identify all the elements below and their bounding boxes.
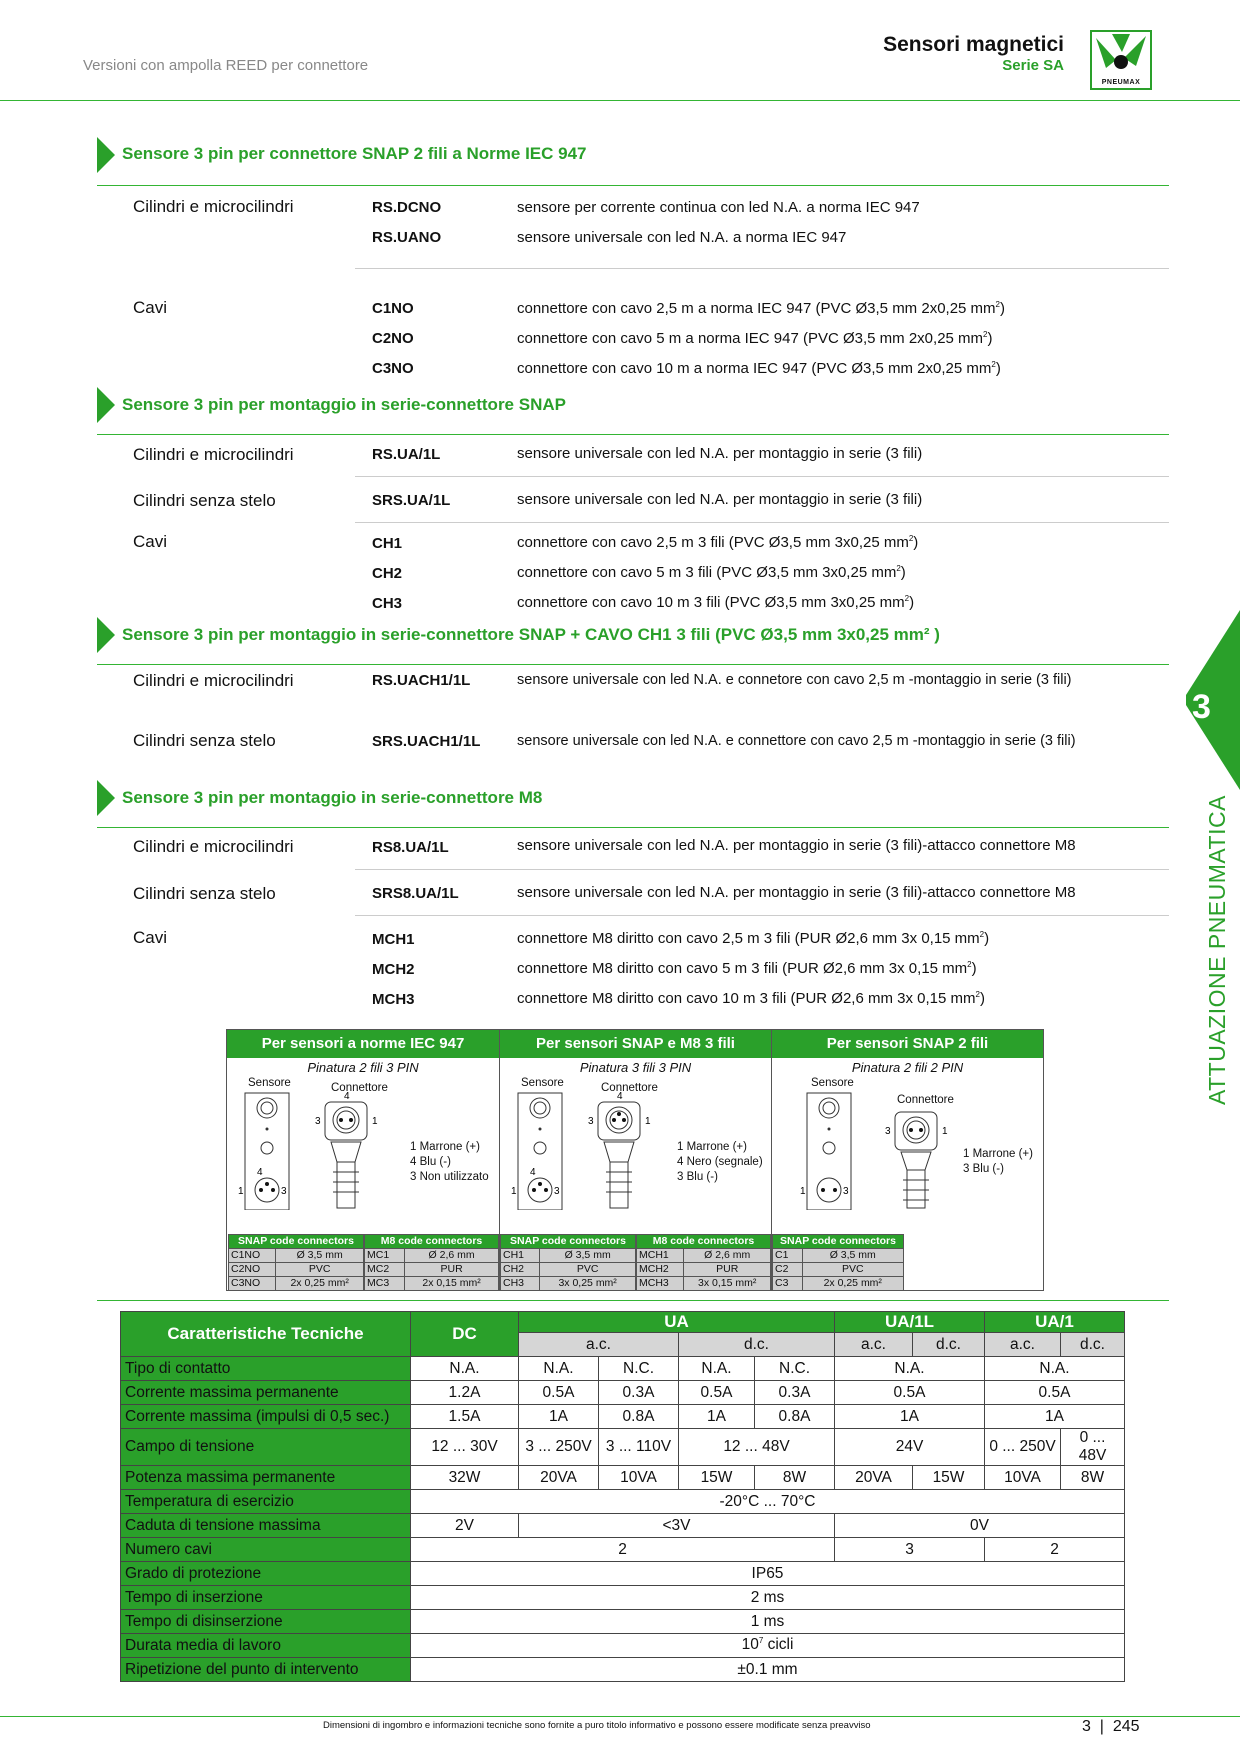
section-arrow-icon <box>97 387 115 423</box>
category-label: Cilindri e microcilindri <box>133 671 294 690</box>
category-label: Cavi <box>133 928 168 947</box>
product-desc: sensore universale con led N.A. per montaggio in serie (3 fili) <box>517 491 923 508</box>
product-desc: connettore M8 diritto con cavo 2,5 m 3 fili (PUR Ø2,6 mm 3x 0,15 $mm^2$) <box>517 930 990 947</box>
svg-text:4: 4 <box>530 1167 536 1178</box>
svg-text:1: 1 <box>942 1126 948 1137</box>
code-table: SNAP code connectors CH1 Ø 3,5 mm CH2 PVC CH3 3x 0,25 mm² <box>500 1234 636 1291</box>
product-code: RS.DCNO <box>372 199 442 216</box>
group-dc: DC <box>411 1312 519 1357</box>
footer-note: Dimensioni di ingombro e informazioni tecniche sono fornite a puro titolo informativo e possono essere modificate senza preavviso <box>323 1720 871 1731</box>
table-row: Corrente massima (impulsi di 0,5 sec.) 1.5A 1A 0.8A 1A 0.8A 1A 1A <box>121 1405 1125 1429</box>
sensore-label: Sensore <box>248 1077 291 1089</box>
chapter-title: ATTUAZIONE PNEUMATICA <box>1204 795 1230 1105</box>
section-title: Sensore 3 pin per connettore SNAP 2 fili a Norme IEC 947 <box>122 144 587 163</box>
page-number: 3 | 245 <box>1082 1718 1140 1735</box>
header-title: Sensori magnetici <box>883 33 1064 56</box>
row-divider <box>355 522 1169 523</box>
product-desc: sensore universale con led N.A. per montaggio in serie (3 fili) <box>517 445 923 462</box>
table-row: Corrente massima permanente 1.2A 0.5A 0.3A 0.5A 0.3A 0.5A 0.5A <box>121 1381 1125 1405</box>
svg-text:1: 1 <box>238 1186 244 1197</box>
connettore-label: Connettore <box>331 1082 388 1094</box>
row-divider <box>355 476 1169 477</box>
sensor-connector-icon <box>237 1090 397 1210</box>
table-row: Temperatura di esercizio -20°C ... 70°C <box>121 1490 1125 1514</box>
product-code: C3NO <box>372 360 414 377</box>
product-code: CH2 <box>372 565 403 582</box>
product-desc: sensore universale con led N.A. e connettore con cavo 2,5 m -montaggio in serie (3 fili) <box>517 733 1076 749</box>
table-row: Durata media di lavoro $10^7$ cicli <box>121 1634 1125 1658</box>
section-rule <box>97 664 1169 665</box>
svg-text:4: 4 <box>344 1091 350 1102</box>
product-code: MCH3 <box>372 991 415 1008</box>
section-rule <box>97 827 1169 828</box>
row-divider <box>355 268 1169 269</box>
svg-text:4: 4 <box>257 1167 263 1178</box>
tech-title: Caratteristiche Tecniche <box>121 1312 411 1357</box>
section-arrow-icon <box>97 617 115 653</box>
category-label: Cilindri e microcilindri <box>133 837 294 856</box>
svg-text:1: 1 <box>372 1116 378 1127</box>
sensore-label: Sensore <box>521 1077 564 1089</box>
sensor-connector-icon <box>510 1090 670 1210</box>
sub-dc: d.c. <box>679 1333 835 1357</box>
product-code: MCH2 <box>372 961 415 978</box>
svg-text:1: 1 <box>800 1186 806 1197</box>
product-code: SRS.UACH1/1L <box>372 733 481 750</box>
product-desc: sensore per corrente continua con led N.A. a norma IEC 947 <box>517 199 920 216</box>
row-divider <box>355 869 1169 870</box>
header-rule <box>0 100 1240 101</box>
pinatura-label: Pinatura 3 fili 3 PIN <box>579 1060 692 1075</box>
product-code: SRS8.UA/1L <box>372 885 459 902</box>
svg-text:3: 3 <box>885 1126 891 1137</box>
table-row: Numero cavi 2 3 2 <box>121 1538 1125 1562</box>
connettore-label: Connettore <box>601 1082 658 1094</box>
sensore-label: Sensore <box>811 1077 854 1089</box>
product-code: RS.UACH1/1L <box>372 672 471 689</box>
code-table: SNAP code connectors C1NO Ø 3,5 mm C2NO PVC C3NO 2x 0,25 mm² <box>228 1234 364 1291</box>
table-row: Ripetizione del punto di intervento ±0.1 mm <box>121 1658 1125 1682</box>
product-code: RS.UANO <box>372 229 442 246</box>
section-rule <box>97 185 1169 186</box>
svg-text:3: 3 <box>554 1186 560 1197</box>
table-row: Campo di tensione 12 ... 30V 3 ... 250V 3 ... 110V 12 ... 48V 24V 0 ... 250V 0 ... 48V <box>121 1429 1125 1466</box>
product-code: RS.UA/1L <box>372 446 441 463</box>
row-divider <box>355 915 1169 916</box>
category-label: Cilindri e microcilindri <box>133 197 294 216</box>
product-desc: sensore universale con led N.A. a norma IEC 947 <box>517 229 847 246</box>
product-code: SRS.UA/1L <box>372 492 451 509</box>
product-desc: connettore con cavo 10 m 3 fili (PVC Ø3,5 mm 3x0,25 $mm^2$) <box>517 594 915 611</box>
svg-text:1: 1 <box>645 1116 651 1127</box>
category-label: Cilindri e microcilindri <box>133 445 294 464</box>
pneumax-logo <box>1090 30 1152 90</box>
sub-ac: a.c. <box>835 1333 913 1357</box>
table-row: Tempo di disinserzione 1 ms <box>121 1610 1125 1634</box>
section-title: Sensore 3 pin per montaggio in serie-connettore SNAP <box>122 395 566 414</box>
product-desc: sensore universale con led N.A. per montaggio in serie (3 fili)-attacco connettore M8 <box>517 837 1076 854</box>
pinatura-label: Pinatura 2 fili 2 PIN <box>851 1060 964 1075</box>
section-arrow-icon <box>97 137 115 173</box>
diagram-head: Per sensori SNAP e M8 3 fili <box>500 1030 771 1058</box>
table-row: Tempo di inserzione 2 ms <box>121 1586 1125 1610</box>
section-rule <box>97 434 1169 435</box>
header-subtitle: Versioni con ampolla REED per connettore <box>83 57 369 74</box>
product-desc: sensore universale con led N.A. e connetore con cavo 2,5 m -montaggio in serie (3 fili) <box>517 672 1072 688</box>
wire-legend: 1 Marrone (+) 3 Blu (-) <box>963 1148 1033 1175</box>
group-ua1l: UA/1L <box>835 1312 985 1333</box>
table-row: Tipo di contatto N.A. N.A. N.C. N.A. N.C. N.A. N.A. <box>121 1357 1125 1381</box>
section-arrow-icon <box>97 780 115 816</box>
product-desc: connettore con cavo 5 m a norma IEC 947 (PVC Ø3,5 mm 2x0,25 $mm^2$) <box>517 330 993 347</box>
tech-table <box>120 1311 1125 1682</box>
sub-dc: d.c. <box>913 1333 985 1357</box>
svg-text:1: 1 <box>511 1186 517 1197</box>
product-desc: connettore con cavo 2,5 m a norma IEC 947 (PVC Ø3,5 mm 2x0,25 $mm^2$) <box>517 300 1005 317</box>
table-row: Potenza massima permanente 32W 20VA 10VA 15W 8W 20VA 15W 10VA 8W <box>121 1466 1125 1490</box>
logo-text: PNEUMAX <box>1101 79 1141 86</box>
header-serie: Serie SA <box>1002 57 1064 74</box>
category-label: Cilindri senza stelo <box>133 491 276 510</box>
section-title: Sensore 3 pin per montaggio in serie-connettore SNAP + CAVO CH1 3 fili (PVC Ø3,5 mm 3x0,25 mm² ) <box>122 625 940 644</box>
product-desc: sensore universale con led N.A. per montaggio in serie (3 fili)-attacco connettore M8 <box>517 884 1076 901</box>
svg-text:4: 4 <box>617 1091 623 1102</box>
product-code: RS8.UA/1L <box>372 839 449 856</box>
product-desc: connettore con cavo 10 m a norma IEC 947 (PVC Ø3,5 mm 2x0,25 $mm^2$) <box>517 360 1001 377</box>
pinatura-label: Pinatura 2 fili 3 PIN <box>307 1060 419 1075</box>
product-code: CH1 <box>372 535 403 552</box>
sensor-connector-icon <box>799 1090 959 1210</box>
category-label: Cilindri senza stelo <box>133 884 276 903</box>
connettore-label: Connettore <box>897 1094 954 1106</box>
product-desc: connettore con cavo 2,5 m 3 fili (PVC Ø3,5 mm 3x0,25 $mm^2$) <box>517 534 919 551</box>
wiring-diagram <box>226 1029 1044 1291</box>
code-table: M8 code connectors MCH1 Ø 2,6 mm MCH2 PUR MCH3 3x 0,15 mm² <box>636 1234 771 1291</box>
product-code: MCH1 <box>372 931 415 948</box>
product-desc: connettore M8 diritto con cavo 5 m 3 fili (PUR Ø2,6 mm 3x 0,15 $mm^2$) <box>517 960 977 977</box>
diagram-head: Per sensori a norme IEC 947 <box>227 1030 499 1058</box>
group-ua: UA <box>519 1312 835 1333</box>
svg-text:3: 3 <box>281 1186 287 1197</box>
category-label: Cavi <box>133 298 168 317</box>
code-table: M8 code connectors MC1 Ø 2,6 mm MC2 PUR MC3 2x 0,15 mm² <box>364 1234 499 1291</box>
sub-ac: a.c. <box>519 1333 679 1357</box>
sub-ac: a.c. <box>985 1333 1061 1357</box>
wire-legend: 1 Marrone (+) 4 Blu (-) 3 Non utilizzato <box>410 1141 489 1183</box>
section-title: Sensore 3 pin per montaggio in serie-connettore M8 <box>122 788 543 807</box>
category-label: Cilindri senza stelo <box>133 731 276 750</box>
code-table: SNAP code connectors C1 Ø 3,5 mm C2 PVC C3 2x 0,25 mm² <box>772 1234 904 1291</box>
table-row: Caduta di tensione massima 2V <3V 0V <box>121 1514 1125 1538</box>
section-rule <box>97 1300 1169 1301</box>
svg-text:3: 3 <box>315 1116 321 1127</box>
chapter-number: 3 <box>1192 688 1211 726</box>
diagram-head: Per sensori SNAP 2 fili <box>772 1030 1043 1058</box>
table-row: Grado di protezione IP65 <box>121 1562 1125 1586</box>
product-desc: connettore M8 diritto con cavo 10 m 3 fili (PUR Ø2,6 mm 3x 0,15 $mm^2$) <box>517 990 985 1007</box>
footer-rule <box>0 1716 1240 1717</box>
pneumax-logo-icon <box>1092 32 1150 78</box>
sub-dc: d.c. <box>1061 1333 1125 1357</box>
product-desc: connettore con cavo 5 m 3 fili (PVC Ø3,5 mm 3x0,25 $mm^2$) <box>517 564 906 581</box>
svg-text:3: 3 <box>843 1186 849 1197</box>
svg-text:3: 3 <box>588 1116 594 1127</box>
product-code: C1NO <box>372 300 414 317</box>
product-code: C2NO <box>372 330 414 347</box>
category-label: Cavi <box>133 532 168 551</box>
product-code: CH3 <box>372 595 403 612</box>
group-ua1: UA/1 <box>985 1312 1125 1333</box>
wire-legend: 1 Marrone (+) 4 Nero (segnale) 3 Blu (-) <box>677 1141 763 1183</box>
